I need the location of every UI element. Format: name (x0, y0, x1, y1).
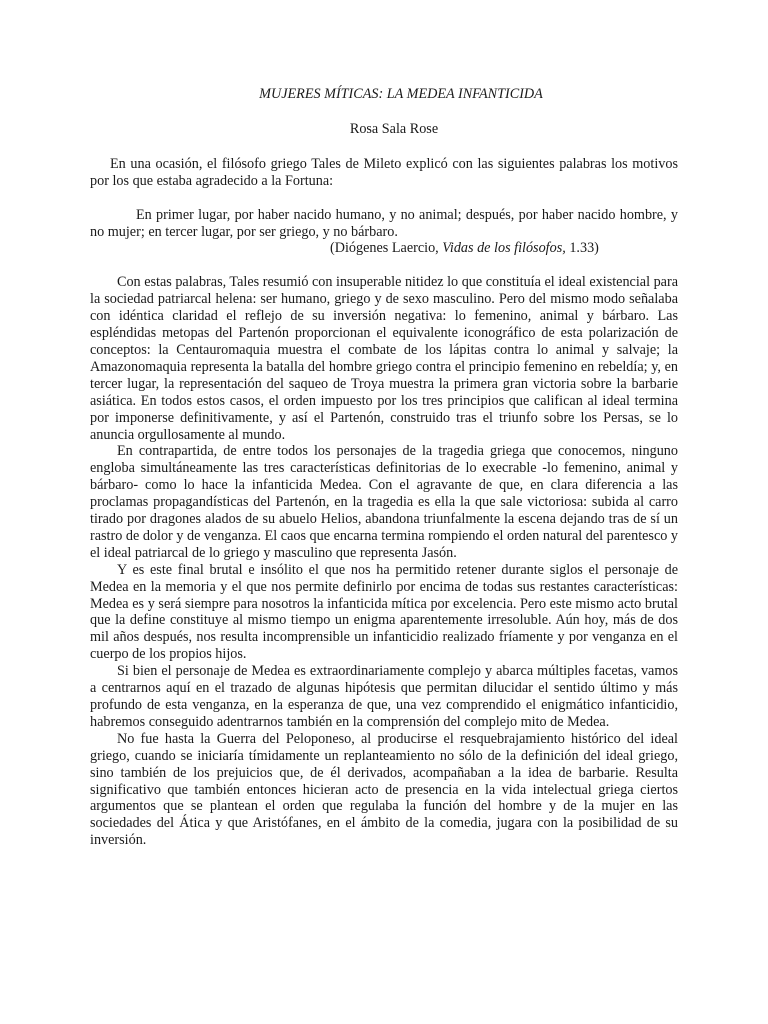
body-paragraph: Con estas palabras, Tales resumió con insuperable nitidez lo que constituía el ideal existencial para la sociedad patriarcal helena: ser humano, griego y de sexo masculino. Pero del mismo modo señalaba con idéntica claridad el reflejo de su inversión negativa: lo femenino, animal y bárbaro. Las espléndidas metopas del Partenón proporcionan el equivalente iconográfico de esta polarización de conceptos: la Centauromaquia muestra el combate de los lápitas contra lo animal y salvaje; la Amazonomaquia representa la batalla del hombre griego contra el principio femenino en rebeldía; y, en tercer lugar, la representación del saqueo de Troya muestra la primera gran victoria sobre la barbarie asiática. En todos estos casos, el orden impuesto por los tres principios que califican al ideal termina por imponerse definitivamente, y así el Partenón, construido tras el triunfo sobre los Persas, se lo anuncia orgullosamente al mundo. (90, 274, 678, 443)
intro-paragraph: En una ocasión, el filósofo griego Tales de Mileto explicó con las siguientes palabras los motivos por los que estaba agradecido a la Fortuna: (90, 155, 678, 189)
body-paragraph: En contrapartida, de entre todos los personajes de la tragedia griega que conocemos, ninguno engloba simultáneamente las tres características definitorias de lo execrable -lo femenino, animal y bárbaro- como lo hace la infanticida Medea. Con el agravante de que, en clara diferencia a las proclamas propagandísticas del Partenón, en la tragedia es ella la que sale victoriosa: subida al carro tirado por dragones alados de su abuelo Helios, abandona triunfalmente la escena dejando tras de sí un rastro de dolor y de venganza. El caos que encarna termina rompiendo el orden natural del parentesco y el ideal patriarcal de lo griego y masculino que representa Jasón. (90, 443, 678, 561)
body-paragraph: Y es este final brutal e insólito el que nos ha permitido retener durante siglos el personaje de Medea en la memoria y el que nos permite definirlo por encima de todas sus restantes características: Medea es y será siempre para nosotros la infanticida mítica por excelencia. Pero este mismo acto brutal que la define constituye al mismo tiempo un enigma aparentemente irresoluble. Aún hoy, más de dos mil años después, nos resulta incomprensible un infanticidio realizado fríamente y por venganza en el cuerpo de los propios hijos. (90, 561, 678, 663)
body-paragraph: Si bien el personaje de Medea es extraordinariamente complejo y abarca múltiples facetas, vamos a centrarnos aquí en el trazado de algunas hipótesis que permitan dilucidar el sentido último y más profundo de esta venganza, en la esperanza de que, una vez comprendido el enigmático infanticidio, habremos conseguido adentrarnos también en la comprensión del complejo mito de Medea. (90, 663, 678, 730)
quote-citation (90, 240, 678, 257)
document-page (90, 86, 678, 849)
citation-suffix: 1.33) (565, 240, 599, 257)
document-title: MUJERES MÍTICAS: LA MEDEA INFANTICIDA (259, 86, 543, 102)
citation-prefix: (Diógenes Laercio, (330, 240, 443, 257)
document-author: Rosa Sala Rose (349, 120, 439, 137)
citation-work-title: Vidas de los filósofos, (442, 240, 566, 257)
body-paragraph: No fue hasta la Guerra del Peloponeso, al producirse el resquebrajamiento histórico del ideal griego, cuando se iniciaría tímidamente un replanteamiento no sólo de la definición del ideal griego, sino también de los prejuicios que, de él derivados, acompañaban a la idea de barbarie. Resulta significativo que también entonces hicieran acto de presencia en la vida intelectual griega ciertos argumentos que se plantean el orden que regulaba la función del hombre y de la mujer en las sociedades del Ática y que Aristófanes, en el ámbito de la comedia, jugara con la posibilidad de su inversión. (90, 730, 678, 849)
block-quote: En primer lugar, por haber nacido humano, y no animal; después, por haber nacido hombre, y no mujer; en tercer lugar, por ser griego, y no bárbaro. (90, 206, 678, 240)
